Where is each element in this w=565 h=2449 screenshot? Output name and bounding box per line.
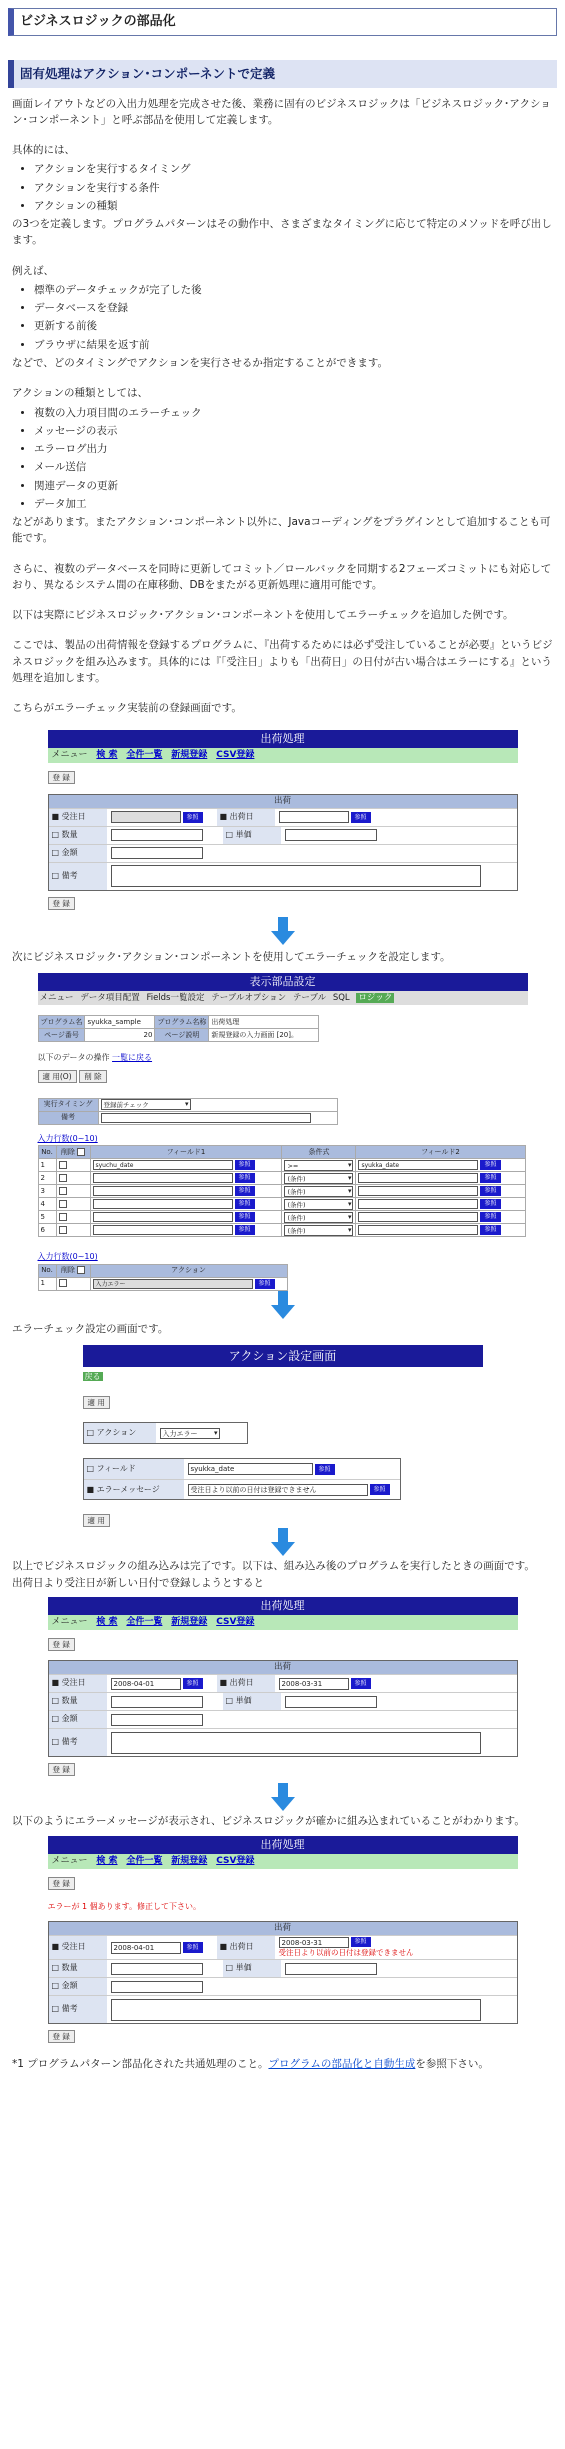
table-row: 4 参照 (条件) ▾ 参照 <box>38 1198 525 1211</box>
para-result: 以下のようにエラーメッセージが表示され、ビジネスロジックが確かに組み込まれていることがわかります。 <box>12 1815 525 1828</box>
field1-input[interactable] <box>93 1186 233 1196</box>
menu-item-menu[interactable]: メニュー <box>51 1616 88 1627</box>
register-button[interactable]: 登 録 <box>48 771 75 784</box>
action-table <box>38 1264 288 1291</box>
para-2pc: さらに、複数のデータベースを同時に更新してコミット／ロールバックを同期する2フェーズコミットにも対応しており、異なるシステム間の在庫移動、DBをまたがる更新処理に適用可能です。 <box>12 562 552 591</box>
register-button-bottom[interactable]: 登 録 <box>48 2030 75 2043</box>
menu-item-csv[interactable]: CSV登録 <box>216 1616 255 1627</box>
tab-menu[interactable]: メニュー <box>39 993 74 1004</box>
field-input[interactable]: syukka_date <box>188 1463 313 1475</box>
back-link[interactable]: 戻る <box>84 1371 101 1381</box>
footnote-text: *1 プログラムパターン部品化された共通処理のこと。 <box>12 2058 269 2071</box>
field2-ref-button[interactable]: 参照 <box>480 1199 500 1209</box>
tab-logic[interactable]: ロジック <box>358 993 393 1004</box>
field2-ref-button[interactable]: 参照 <box>480 1173 500 1183</box>
menu-item-search[interactable]: 検 索 <box>96 1616 118 1627</box>
quantity-input[interactable] <box>111 829 203 841</box>
row-delete-checkbox[interactable] <box>59 1279 67 1287</box>
label-amount: 金額 <box>61 1981 78 1991</box>
apply-button[interactable]: 適 用(O) <box>38 1070 77 1083</box>
unit-price-input[interactable] <box>285 1963 377 1975</box>
quantity-input[interactable] <box>111 1696 203 1708</box>
field1-input[interactable] <box>93 1199 233 1209</box>
label-ship-date: 出荷日 <box>229 1678 254 1688</box>
amount-input[interactable] <box>111 847 203 859</box>
field2-ref-button[interactable]: 参照 <box>480 1225 500 1235</box>
ship-date-input[interactable] <box>279 811 349 823</box>
list-item: • 標準のデータチェックが完了した後 <box>34 282 565 298</box>
para-setting: 次にビジネスロジック･アクション･コンポーネントを使用してエラーチェックを設定します。 <box>12 950 451 963</box>
field1-input[interactable] <box>93 1212 233 1222</box>
down-arrow-icon <box>271 1291 295 1319</box>
list-item: • アクションの種類 <box>34 198 565 214</box>
col-condition: 条件式 <box>282 1146 356 1159</box>
action-header: アクション設定画面 <box>83 1345 483 1367</box>
field-ref-button[interactable]: 参照 <box>315 1464 335 1475</box>
note-label: 備考 <box>38 1111 98 1124</box>
action-input[interactable]: 入力エラー <box>93 1279 253 1289</box>
action-select[interactable]: 入力エラー ▾ <box>160 1428 220 1439</box>
table-row: 1 入力エラー 参照 <box>38 1277 287 1290</box>
field-label: フィールド <box>96 1464 136 1474</box>
page-no-label: ページ番号 <box>38 1029 85 1042</box>
label-order-date: 受注日 <box>61 1678 86 1688</box>
field1-ref-button[interactable]: 参照 <box>235 1173 255 1183</box>
footnote <box>12 2056 553 2072</box>
order-date-input[interactable]: 2008-04-01 <box>111 1942 181 1954</box>
delete-all-checkbox[interactable] <box>77 1148 85 1156</box>
table-row: 3 参照 (条件) ▾ 参照 <box>38 1185 525 1198</box>
menu-item-new[interactable]: 新規登録 <box>171 750 208 761</box>
error-message-label: エラーメッセージ <box>96 1484 160 1494</box>
row-delete-checkbox[interactable] <box>59 1213 67 1221</box>
table-row: 5 参照 (条件) ▾ 参照 <box>38 1211 525 1224</box>
page-desc-value: 新規登録の入力画面 [20]。 <box>209 1029 319 1042</box>
program-name-value: syukka_sample <box>85 1016 155 1029</box>
field1-ref-button[interactable]: 参照 <box>235 1160 255 1170</box>
label-note: 備考 <box>61 1737 78 1747</box>
page-title: ビジネスロジックの部品化 <box>8 8 557 36</box>
ship-date-ref-button[interactable]: 参照 <box>351 1678 371 1689</box>
register-button[interactable]: 登 録 <box>48 1877 75 1890</box>
amount-input[interactable] <box>111 1714 203 1726</box>
form-header: 出荷処理 <box>48 1597 518 1615</box>
list-definitions <box>34 161 565 214</box>
list-action-kinds <box>34 405 565 513</box>
col-action: アクション <box>90 1264 287 1277</box>
down-arrow-icon <box>271 1783 295 1811</box>
label-note: 備考 <box>61 870 78 880</box>
label-unit-price: 単価 <box>235 1963 252 1973</box>
para-timing: などで、どのタイミングでアクションを実行させるか指定することができます。 <box>12 356 389 369</box>
label-amount: 金額 <box>61 847 78 857</box>
tab-fields[interactable]: Fields一覧設定 <box>146 993 205 1004</box>
unit-price-input[interactable] <box>285 829 377 841</box>
tab-table[interactable]: テーブル <box>292 993 327 1004</box>
col-no: No. <box>38 1146 56 1159</box>
menu-item-csv[interactable]: CSV登録 <box>216 750 255 761</box>
input-row-count[interactable]: 入力行数(0~10) <box>37 1133 98 1143</box>
amount-input[interactable] <box>111 1981 203 1993</box>
condition-select[interactable]: (条件) ▾ <box>284 1212 353 1223</box>
timing-label: 実行タイミング <box>38 1098 98 1111</box>
label-quantity: 数量 <box>61 1696 78 1706</box>
tab-sql[interactable]: SQL <box>332 993 350 1004</box>
para-shipping: ここでは、製品の出荷情報を登録するプログラムに、『出荷するためには必ず受注していることが必要』というビジネスロジックを組み込みます。具体的には『「受注日」よりも「出荷日」の日付が古い場合はエラーにする』という処理を追加します。 <box>12 639 553 684</box>
action-label: アクション <box>96 1428 137 1438</box>
program-title-label: プログラム名称 <box>155 1016 209 1029</box>
program-info-table <box>38 1015 320 1042</box>
down-arrow-icon <box>271 1528 295 1556</box>
footnote-link[interactable]: プログラムの部品化と自動生成 <box>268 2058 416 2071</box>
footnote-tail: を参照下さい。 <box>415 2058 489 2071</box>
quantity-input[interactable] <box>111 1963 203 1975</box>
register-button-bottom[interactable]: 登 録 <box>48 1763 75 1776</box>
list-item: • エラーログ出力 <box>34 441 565 457</box>
program-title-value: 出荷処理 <box>209 1016 319 1029</box>
back-to-list-link[interactable]: 一覧に戻る <box>112 1053 153 1063</box>
note-textarea[interactable] <box>111 1999 481 2021</box>
condition-select[interactable]: (条件) ▾ <box>284 1225 353 1236</box>
field2-input[interactable] <box>358 1186 478 1196</box>
error-message-ref-button[interactable]: 参照 <box>370 1484 390 1495</box>
para-concretely: 具体的には、 <box>12 144 75 157</box>
timing-table <box>38 1098 338 1125</box>
order-date-input[interactable] <box>111 811 181 823</box>
menu-item-new[interactable]: 新規登録 <box>171 1616 208 1627</box>
para-action-kinds: アクションの種類としては、 <box>12 387 148 400</box>
form-box: 出荷 ■ 受注日 参照 ■ 出荷日 参照 □ 数量 □ 単価 □ 金額 □ 備考 <box>48 794 518 891</box>
down-arrow-icon <box>271 917 295 945</box>
menu-item-new[interactable]: 新規登録 <box>171 1855 208 1866</box>
list-item: • アクションを実行する条件 <box>34 180 565 196</box>
label-unit-price: 単価 <box>235 1696 252 1706</box>
box-title: 出荷 <box>49 795 517 808</box>
field2-input[interactable] <box>358 1212 478 1222</box>
label-ship-date: 出荷日 <box>229 1942 254 1952</box>
row-delete-checkbox[interactable] <box>59 1161 67 1169</box>
register-button[interactable]: 登 録 <box>48 1638 75 1651</box>
list-item: • 更新する前後 <box>34 318 565 334</box>
form-error-screenshot <box>48 1836 518 2045</box>
label-ship-date: 出荷日 <box>229 811 254 821</box>
table-row: 6 参照 (条件) ▾ 参照 <box>38 1224 525 1237</box>
section-title: 固有処理はアクション･コンポーネントで定義 <box>8 60 557 87</box>
order-date-ref-button[interactable]: 参照 <box>183 1678 203 1689</box>
tab-table-option[interactable]: テーブルオプション <box>211 993 287 1004</box>
para-try: 出荷日より受注日が新しい日付で登録しようとすると <box>12 1576 264 1589</box>
para-complete: 以上でビジネスロジックの組み込みは完了です。以下は、組み込み後のプログラムを実行したときの画面です。 <box>12 1560 535 1573</box>
form-box: 出荷 ■ 受注日 2008-04-01 参照 ■ 出荷日 2008-03-31 参照 受注日より以前の日付は登録できません □ 数量 □ 単価 □ 金額 □ 備考 <box>48 1921 518 2024</box>
menu-item-menu[interactable]: メニュー <box>51 750 88 761</box>
menu-item-list[interactable]: 全件一覧 <box>126 1855 163 1866</box>
col-no: No. <box>38 1264 56 1277</box>
field1-input[interactable] <box>93 1173 233 1183</box>
page-desc-label: ページ説明 <box>155 1029 209 1042</box>
list-item: • 複数の入力項目間のエラーチェック <box>34 405 565 421</box>
para-error-setting: エラーチェック設定の画面です。 <box>12 1322 169 1335</box>
form-box: 出荷 ■ 受注日 2008-04-01 参照 ■ 出荷日 2008-03-31 参照 □ 数量 □ 単価 □ 金額 □ 備考 <box>48 1660 518 1757</box>
delete-button[interactable]: 削 除 <box>79 1070 106 1083</box>
field2-ref-button[interactable]: 参照 <box>480 1186 500 1196</box>
menu-item-csv[interactable]: CSV登録 <box>216 1855 255 1866</box>
menu-item-search[interactable]: 検 索 <box>96 750 118 761</box>
list-item: • データ加工 <box>34 496 565 512</box>
row-delete-checkbox[interactable] <box>59 1200 67 1208</box>
field2-input[interactable] <box>358 1199 478 1209</box>
condition-table <box>38 1145 526 1237</box>
form-header: 出荷処理 <box>48 1836 518 1854</box>
box-title: 出荷 <box>49 1922 517 1935</box>
order-date-input[interactable]: 2008-04-01 <box>111 1678 181 1690</box>
col-delete: 削除 <box>56 1146 90 1159</box>
ship-date-error: 受注日より以前の日付は登録できません <box>278 1948 414 1958</box>
order-date-ref-button[interactable]: 参照 <box>183 812 203 823</box>
list-timings <box>34 282 565 353</box>
label-order-date: 受注日 <box>61 1942 86 1952</box>
list-item: • 関連データの更新 <box>34 478 565 494</box>
setting-screenshot <box>38 973 528 1291</box>
field2-input[interactable]: syukka_date <box>358 1160 478 1170</box>
action-field-box: □ フィールド syukka_date 参照 ■ エラーメッセージ 受注日より以前の日付は登録できません 参照 <box>83 1458 401 1500</box>
unit-price-input[interactable] <box>285 1696 377 1708</box>
field2-input[interactable] <box>358 1173 478 1183</box>
delete-all-checkbox[interactable] <box>77 1266 85 1274</box>
order-date-ref-button[interactable]: 参照 <box>183 1942 203 1953</box>
ship-date-input[interactable]: 2008-03-31 <box>279 1678 349 1690</box>
timing-select[interactable]: 登録前チェック ▾ <box>101 1099 191 1110</box>
para-intro: 画面レイアウトなどの入出力処理を完成させた後、業務に固有のビジネスロジックは「ビジネスロジック･アクション･コンポーネント」と呼ぶ部品を使用して定義します。 <box>12 97 551 126</box>
action-box: □ アクション 入力エラー ▾ <box>83 1422 248 1444</box>
action-setting-screenshot <box>83 1345 483 1529</box>
tab-layout[interactable]: データ項目配置 <box>80 993 140 1004</box>
col-field1: フィールド1 <box>90 1146 282 1159</box>
form-menu <box>48 1615 518 1630</box>
field2-ref-button[interactable]: 参照 <box>480 1212 500 1222</box>
setting-header: 表示部品設定 <box>38 973 528 991</box>
setting-tabs <box>38 991 528 1005</box>
form-menu <box>48 1854 518 1869</box>
col-field2: フィールド2 <box>356 1146 525 1159</box>
field2-input[interactable] <box>358 1225 478 1235</box>
label-order-date: 受注日 <box>61 811 86 821</box>
menu-item-list[interactable]: 全件一覧 <box>126 750 163 761</box>
menu-item-search[interactable]: 検 索 <box>96 1855 118 1866</box>
para-example-intro: 以下は実際にビジネスロジック･アクション･コンポーネントを使用してエラーチェックを追加した例です。 <box>12 609 514 622</box>
para-java: などがあります。またアクション･コンポーネント以外に、Javaコーディングをプラグインとして追加することも可能です。 <box>12 516 551 545</box>
list-item: • ブラウザに結果を返す前 <box>34 337 565 353</box>
label-note: 備考 <box>61 2004 78 2014</box>
field1-ref-button[interactable]: 参照 <box>235 1225 255 1235</box>
row-delete-checkbox[interactable] <box>59 1174 67 1182</box>
field1-ref-button[interactable]: 参照 <box>235 1199 255 1209</box>
ship-date-input[interactable]: 2008-03-31 <box>279 1937 349 1948</box>
col-delete: 削除 <box>56 1264 90 1277</box>
list-item: • メール送信 <box>34 459 565 475</box>
error-message-input[interactable]: 受注日より以前の日付は登録できません <box>188 1484 368 1496</box>
label-amount: 金額 <box>61 1714 78 1724</box>
setting-note-input[interactable] <box>101 1113 311 1123</box>
field1-ref-button[interactable]: 参照 <box>235 1186 255 1196</box>
field1-input[interactable] <box>93 1225 233 1235</box>
label-quantity: 数量 <box>61 829 78 839</box>
list-item: • データベースを登録 <box>34 300 565 316</box>
input-row-count-2[interactable]: 入力行数(0~10) <box>37 1252 98 1262</box>
form-menu <box>48 748 518 763</box>
form-header: 出荷処理 <box>48 730 518 748</box>
para-before: こちらがエラーチェック実装前の登録画面です。 <box>12 702 242 715</box>
ship-date-ref-button[interactable]: 参照 <box>351 812 371 823</box>
error-summary: エラーが 1 個あります。修正して下さい。 <box>47 1901 202 1911</box>
program-name-label: プログラム名 <box>38 1016 85 1029</box>
menu-item-list[interactable]: 全件一覧 <box>126 1616 163 1627</box>
para-three: の3つを定義します。プログラムパターンはその動作中、さまざまなタイミングに応じて特定のメソッドを呼び出します。 <box>12 218 552 247</box>
row-delete-checkbox[interactable] <box>59 1187 67 1195</box>
condition-select[interactable]: (条件) ▾ <box>284 1186 353 1197</box>
register-button-bottom[interactable]: 登 録 <box>48 897 75 910</box>
apply-button-bottom[interactable]: 適 用 <box>83 1514 110 1527</box>
form-after-input-screenshot <box>48 1597 518 1777</box>
label-quantity: 数量 <box>61 1963 78 1973</box>
condition-select[interactable]: (条件) ▾ <box>284 1173 353 1184</box>
condition-select[interactable]: (条件) ▾ <box>284 1199 353 1210</box>
box-title: 出荷 <box>49 1661 517 1674</box>
condition-select[interactable]: >= ▾ <box>284 1160 353 1171</box>
list-item: • アクションを実行するタイミング <box>34 161 565 177</box>
form-before-screenshot <box>48 730 518 910</box>
menu-item-menu[interactable]: メニュー <box>51 1855 88 1866</box>
para-example: 例えば、 <box>12 264 54 277</box>
row-delete-checkbox[interactable] <box>59 1226 67 1234</box>
ship-date-ref-button[interactable]: 参照 <box>351 1937 371 1947</box>
list-item: • メッセージの表示 <box>34 423 565 439</box>
field1-input[interactable]: syuchu_date <box>93 1160 233 1170</box>
label-unit-price: 単価 <box>235 829 252 839</box>
note-textarea[interactable] <box>111 865 481 887</box>
action-ref-button[interactable]: 参照 <box>255 1279 275 1289</box>
list-ops-label: 以下のデータの操作 <box>37 1053 110 1063</box>
table-row: 1 syuchu_date 参照 >= ▾ syukka_date 参照 <box>38 1159 525 1172</box>
note-textarea[interactable] <box>111 1732 481 1754</box>
field2-ref-button[interactable]: 参照 <box>480 1160 500 1170</box>
field1-ref-button[interactable]: 参照 <box>235 1212 255 1222</box>
apply-button[interactable]: 適 用 <box>83 1396 110 1409</box>
page-no-value: 20 <box>85 1029 155 1042</box>
table-row: 2 参照 (条件) ▾ 参照 <box>38 1172 525 1185</box>
